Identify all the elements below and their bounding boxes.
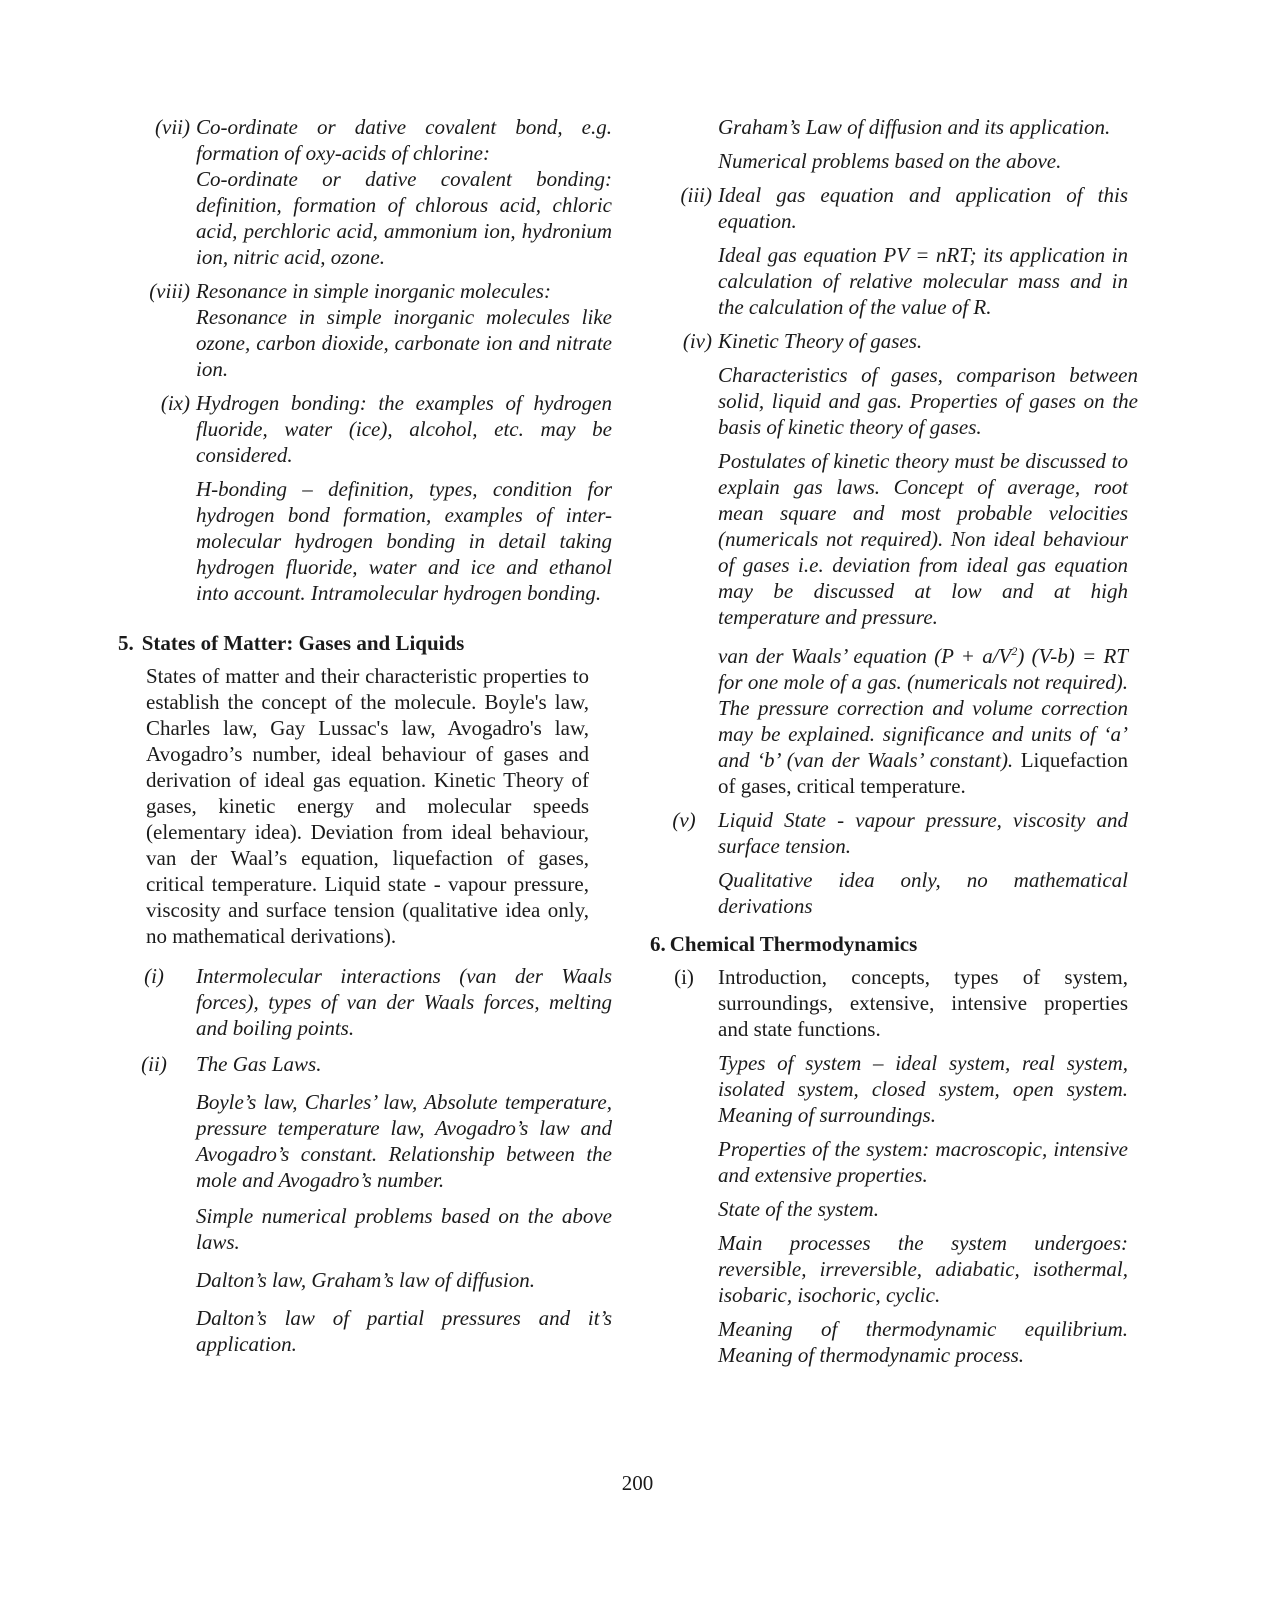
- item-number: (ix): [160, 391, 190, 415]
- item-detail: Qualitative idea only, no mathematical derivations: [718, 868, 1128, 918]
- gas-laws-dalton-partial: Dalton’s law of partial pressures and it’s application.: [196, 1306, 612, 1356]
- item-number: (i): [144, 964, 164, 988]
- item-number: (viii): [149, 279, 190, 303]
- gas-laws-detail: Boyle’s law, Charles’ law, Absolute temperature, pressure temperature law, Avogadro’s law and Avogadro’s constant. Relationship between the mole and Avogadro’s number.: [196, 1090, 612, 1192]
- van-der-waals-equation: van der Waals’ equation $(P + a/V^2)$ (V-b) = RT for one mole of a gas. (numericals not required). The pressure correction and volume correction may be explained. significance and units of ‘a’ and ‘b’ (van der Waals’ constant). Liquefaction of gases, critical temperature.: [718, 644, 1128, 798]
- item-iv: [650, 328, 1150, 799]
- section-5-intro: States of matter and their characteristic properties to establish the concept of the molecule. Boyle's law, Charles law, Gay Lussac's law, Avogadro's law, Avogadro’s number, ideal behaviour of gases and derivation of ideal gas equation. Kinetic Theory of gases, kinetic energy and molecular speeds (elementary idea). Deviation from ideal behaviour, van der Waal’s equation, liquefaction of gases, critical temperature. Liquid state - vapour pressure, viscosity and surface tension (qualitative idea only, no mathematical derivations).: [146, 664, 589, 948]
- item-title: Intermolecular interactions (van der Waals forces), types of van der Waals forces, melting and boiling points.: [196, 964, 612, 1040]
- item-viii: [118, 278, 612, 382]
- section-6-heading: [650, 931, 1150, 957]
- item-iii: [650, 182, 1150, 320]
- section-number: 5.: [118, 631, 134, 655]
- item-number: (ii): [141, 1052, 167, 1076]
- state-of-system: State of the system.: [718, 1197, 879, 1221]
- item-title: Introduction, concepts, types of system, surroundings, extensive, intensive properties and state functions.: [718, 965, 1128, 1041]
- numerical-problems-note: Numerical problems based on the above.: [718, 149, 1062, 173]
- item-6-i: [650, 964, 1150, 1368]
- item-number: (iv): [682, 329, 712, 353]
- item-title: The Gas Laws.: [196, 1052, 322, 1076]
- item-title: Kinetic Theory of gases.: [718, 329, 923, 353]
- item-i: [118, 963, 612, 1041]
- section-title: States of Matter: Gases and Liquids: [141, 631, 465, 655]
- gas-laws-numerical: Simple numerical problems based on the above laws.: [196, 1204, 612, 1254]
- right-column: [650, 114, 1150, 1376]
- item-title: Hydrogen bonding: the examples of hydrogen fluoride, water (ice), alcohol, etc. may be considered.: [196, 391, 612, 467]
- properties-of-system: Properties of the system: macroscopic, intensive and extensive properties.: [718, 1137, 1128, 1187]
- item-number: (vii): [155, 115, 190, 139]
- item-detail: Ideal gas equation PV = nRT; its application in calculation of relative molecular mass and in the calculation of the value of R.: [718, 243, 1128, 319]
- page-number: 200: [621, 1471, 654, 1495]
- item-ii: [118, 1051, 612, 1357]
- item-ix: [118, 390, 612, 606]
- item-vii: [118, 114, 612, 270]
- main-processes: Main processes the system undergoes: reversible, irreversible, adiabatic, isothermal, isobaric, isochoric, cyclic.: [718, 1231, 1128, 1307]
- types-of-system: Types of system – ideal system, real system, isolated system, closed system, open system. Meaning of surroundings.: [718, 1051, 1128, 1127]
- item-detail: Resonance in simple inorganic molecules like ozone, carbon dioxide, carbonate ion and nitrate ion.: [196, 305, 612, 381]
- item-number: (v): [672, 808, 696, 832]
- item-title: Co-ordinate or dative covalent bond, e.g. formation of oxy-acids of chlorine:: [196, 115, 612, 165]
- section-5-heading: [118, 630, 612, 656]
- kinetic-postulates: Postulates of kinetic theory must be discussed to explain gas laws. Concept of average, root mean square and most probable velocities (numericals not required). Non ideal behaviour of gases i.e. deviation from ideal gas equation may be discussed at low and at high temperature and pressure.: [718, 449, 1128, 629]
- item-number: (iii): [680, 183, 712, 207]
- item-title: Liquid State - vapour pressure, viscosity and surface tension.: [718, 808, 1128, 858]
- item-detail: H-bonding – definition, types, condition for hydrogen bond formation, examples of inter-molecular hydrogen bonding in detail taking hydrogen fluoride, water and ice and ethanol into account. Intramolecular hydrogen bonding.: [196, 477, 612, 605]
- item-detail: Co-ordinate or dative covalent bonding: definition, formation of chlorous acid, chloric acid, perchloric acid, ammonium ion, hydronium ion, nitric acid, ozone.: [196, 167, 612, 269]
- gas-laws-dalton-graham: Dalton’s law, Graham’s law of diffusion.: [196, 1268, 535, 1292]
- graham-law-continued: Graham’s Law of diffusion and its application.: [718, 115, 1111, 139]
- item-title: Resonance in simple inorganic molecules:: [196, 279, 551, 303]
- left-column: [118, 114, 612, 1365]
- thermodynamic-equilibrium: Meaning of thermodynamic equilibrium. Meaning of thermodynamic process.: [718, 1317, 1128, 1367]
- kinetic-characteristics: Characteristics of gases, comparison between solid, liquid and gas. Properties of gases on the basis of kinetic theory of gases.: [718, 363, 1138, 439]
- item-number: (i): [674, 965, 694, 989]
- section-number: 6.: [650, 932, 666, 956]
- section-title: Chemical Thermodynamics: [669, 932, 918, 956]
- item-v: [650, 807, 1150, 919]
- item-title: Ideal gas equation and application of this equation.: [718, 183, 1128, 233]
